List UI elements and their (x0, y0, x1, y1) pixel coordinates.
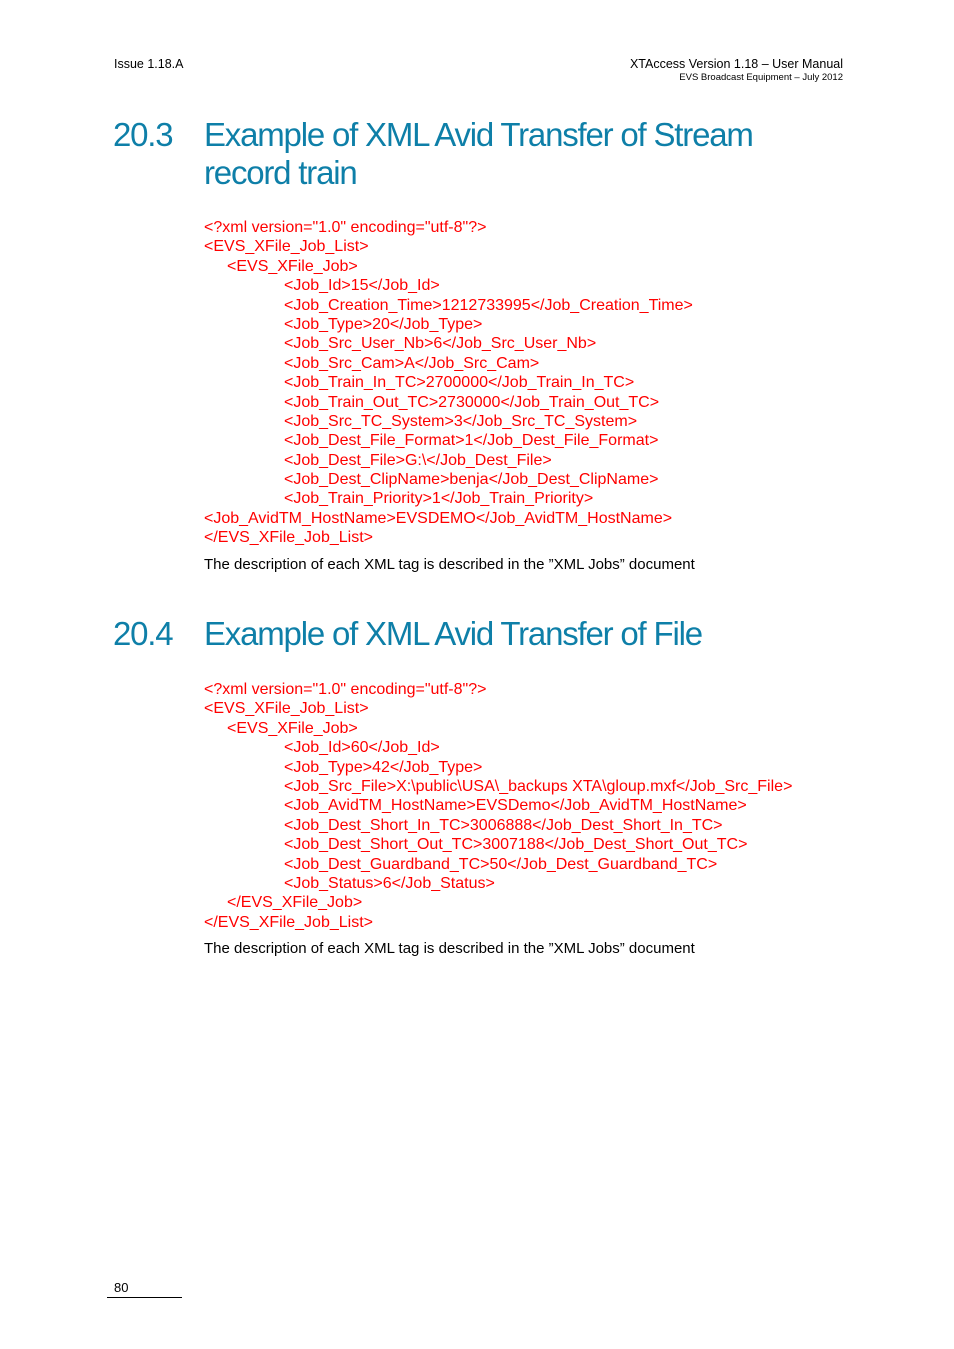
xml-line: <Job_Type>42</Job_Type> (284, 758, 483, 776)
xml-line: <Job_Dest_ClipName>benja</Job_Dest_ClipName> (284, 471, 659, 489)
xml-line: <?xml version="1.0" encoding="utf-8"?> (204, 681, 487, 698)
xml-line: <Job_Dest_Short_Out_TC>3007188</Job_Dest_Short_Out_TC> (284, 836, 748, 854)
xml-line: <Job_Dest_File_Format>1</Job_Dest_File_Format> (284, 432, 659, 450)
section-number: 20.4 (113, 615, 173, 652)
xml-line: </EVS_XFile_Job_List> (204, 529, 373, 547)
section-description: The description of each XML tag is described in the ”XML Jobs” document (204, 556, 695, 573)
header-manual-title: XTAccess Version 1.18 – User Manual (629, 57, 843, 71)
section-title: Example of XML Avid Transfer of File (204, 615, 702, 652)
section-number: 20.3 (113, 116, 173, 153)
xml-line: <Job_Train_In_TC>2700000</Job_Train_In_TC> (284, 374, 635, 392)
xml-line: <Job_Dest_File>G:\</Job_Dest_File> (284, 451, 552, 469)
header-right (630, 57, 843, 84)
xml-line: <EVS_XFile_Job> (227, 719, 358, 737)
xml-line: <Job_Dest_Short_In_TC>3006888</Job_Dest_Short_In_TC> (284, 816, 723, 834)
xml-line: <EVS_XFile_Job_List> (204, 238, 369, 256)
xml-line: <Job_Src_User_Nb>6</Job_Src_User_Nb> (284, 335, 597, 353)
header-issue: Issue 1.18.A (114, 57, 184, 71)
xml-line: <Job_AvidTM_HostName>EVSDemo</Job_AvidTM_HostName> (284, 797, 747, 815)
page-number: 80 (114, 1280, 129, 1295)
xml-line: <Job_Creation_Time>1212733995</Job_Creation_Time> (284, 296, 693, 314)
header-company: EVS Broadcast Equipment – July 2012 (679, 72, 843, 83)
xml-line: <Job_AvidTM_HostName>EVSDEMO</Job_AvidTM_HostName> (204, 509, 673, 527)
xml-line: <Job_Id>60</Job_Id> (284, 739, 440, 757)
xml-line: <Job_Type>20</Job_Type> (284, 315, 483, 333)
xml-code-block-file (204, 680, 792, 932)
xml-line: <Job_Src_Cam>A</Job_Src_Cam> (284, 354, 540, 372)
xml-line: <Job_Src_TC_System>3</Job_Src_TC_System> (284, 412, 638, 430)
xml-line: </EVS_XFile_Job> (227, 894, 363, 912)
xml-line: <Job_Dest_Guardband_TC>50</Job_Dest_Guardband_TC> (284, 855, 718, 873)
xml-line: <Job_Id>15</Job_Id> (284, 277, 440, 295)
section-description: The description of each XML tag is described in the ”XML Jobs” document (204, 940, 695, 957)
section-title: Example of XML Avid Transfer of Stream record train (204, 116, 753, 191)
xml-line: </EVS_XFile_Job_List> (204, 913, 373, 931)
xml-line: <EVS_XFile_Job_List> (204, 700, 369, 718)
xml-code-block-stream (204, 218, 693, 548)
xml-line: <Job_Src_File>X:\public\USA\_backups XTA\gloup.mxf</Job_Src_File> (284, 777, 793, 795)
xml-line: <EVS_XFile_Job> (227, 257, 358, 275)
xml-line: <Job_Train_Out_TC>2730000</Job_Train_Out_TC> (284, 393, 660, 411)
xml-line: <Job_Status>6</Job_Status> (284, 874, 495, 892)
xml-line: <?xml version="1.0" encoding="utf-8"?> (204, 219, 487, 236)
footer-rule (107, 1297, 182, 1298)
xml-line: <Job_Train_Priority>1</Job_Train_Priority> (284, 490, 594, 508)
